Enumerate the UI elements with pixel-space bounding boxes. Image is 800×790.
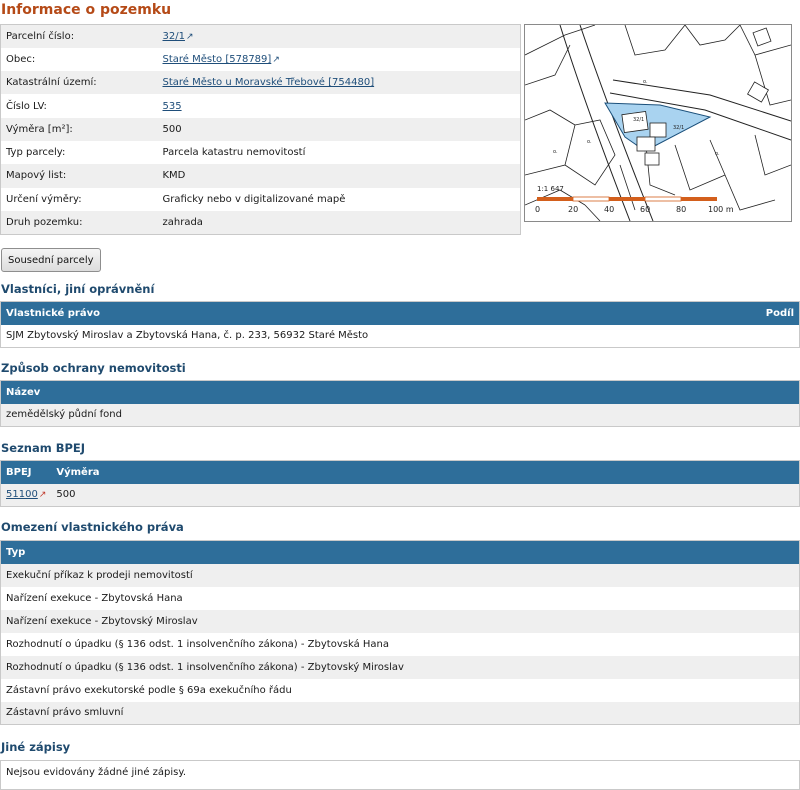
map-tick-label: 80 [676, 205, 687, 214]
info-label: Mapový list: [1, 164, 158, 187]
info-row-map-sheet [1, 164, 521, 187]
restrictions-table [0, 540, 800, 725]
info-row-municipality [1, 48, 521, 71]
info-row-land-type [1, 211, 521, 234]
restriction-cell: Zástavní právo smluvní [1, 702, 800, 725]
restriction-cell: Exekuční příkaz k prodeji nemovitostí [1, 564, 800, 587]
col-ownership-right: Vlastnické právo [1, 302, 584, 325]
cadastral-area-link[interactable]: Staré Město u Moravské Třebové [754480] [162, 77, 375, 89]
restriction-cell: Nařízení exekuce - Zbytovská Hana [1, 587, 800, 610]
info-row-cadastral-area [1, 71, 521, 94]
info-value: 500 [158, 118, 521, 141]
info-label: Katastrální území: [1, 71, 158, 94]
info-row-lv-number [1, 94, 521, 117]
info-label: Výměra [m²]: [1, 118, 158, 141]
svg-text:32/1: 32/1 [673, 125, 685, 131]
table-row [1, 702, 800, 725]
info-label: Obec: [1, 48, 158, 71]
other-entries-text: Nejsou evidovány žádné jiné zápisy. [6, 767, 187, 778]
info-label: Určení výměry: [1, 188, 158, 211]
external-link-icon[interactable]: ↗ [38, 490, 47, 501]
map-tick-label: 40 [604, 205, 615, 214]
info-value: zahrada [158, 211, 521, 234]
table-row [1, 404, 800, 427]
bpej-heading: Seznam BPEJ [1, 441, 86, 455]
col-type: Typ [1, 541, 800, 564]
table-row [1, 633, 800, 656]
lv-number-link[interactable]: 535 [162, 100, 182, 112]
col-bpej: BPEJ [1, 461, 52, 484]
info-label: Typ parcely: [1, 141, 158, 164]
bpej-table [0, 460, 800, 507]
table-row [1, 325, 800, 348]
svg-text:32/1: 32/1 [633, 117, 645, 123]
map-tick-label: 100 m [708, 205, 734, 214]
other-entries-box [0, 760, 800, 790]
neighbor-parcels-button[interactable]: Sousední parcely [1, 248, 101, 272]
info-row-parcel-type [1, 141, 521, 164]
owners-table [0, 301, 800, 348]
parcel-info-table [0, 24, 521, 235]
restriction-cell: Zástavní právo exekutorské podle § 69a exekučního řádu [1, 679, 800, 702]
info-label: Číslo LV: [1, 94, 158, 117]
cadastral-map-preview[interactable] [524, 24, 792, 222]
municipality-link[interactable]: Staré Město [578789] [162, 53, 272, 65]
page-title: Informace o pozemku [1, 2, 172, 18]
owners-heading: Vlastníci, jiní oprávnění [1, 282, 155, 296]
info-label: Parcelní číslo: [1, 25, 158, 48]
info-row-area-method [1, 188, 521, 211]
protection-cell: zemědělský půdní fond [1, 404, 800, 427]
info-row-parcel-number [1, 25, 521, 48]
restrictions-heading: Omezení vlastnického práva [1, 520, 184, 534]
restriction-cell: Rozhodnutí o úpadku (§ 136 odst. 1 insolvenčního zákona) - Zbytovská Hana [1, 633, 800, 656]
bpej-code-link[interactable]: 51100 [6, 489, 38, 501]
other-heading: Jiné zápisy [1, 740, 71, 754]
col-area: Výměra [51, 461, 799, 484]
col-share: Podíl [583, 302, 799, 325]
svg-text:o.: o. [587, 139, 592, 145]
info-value: KMD [158, 164, 521, 187]
restriction-cell: Nařízení exekuce - Zbytovský Miroslav [1, 610, 800, 633]
bpej-area-cell: 500 [51, 484, 799, 507]
table-row [1, 679, 800, 702]
info-value: Parcela katastru nemovitostí [158, 141, 521, 164]
table-row [1, 587, 800, 610]
parcel-number-link[interactable]: 32/1 [162, 30, 185, 42]
restriction-cell: Rozhodnutí o úpadku (§ 136 odst. 1 insolvenčního zákona) - Zbytovský Miroslav [1, 656, 800, 679]
protection-table [0, 380, 800, 427]
svg-text:o.: o. [643, 79, 648, 85]
info-label: Druh pozemku: [1, 211, 158, 234]
map-tick-label: 20 [568, 205, 579, 214]
map-canvas [525, 25, 791, 221]
table-row [1, 564, 800, 587]
table-row [1, 656, 800, 679]
table-row [1, 484, 800, 507]
map-tick-label: 0 [535, 205, 541, 214]
svg-text:o.: o. [715, 151, 720, 157]
map-tick-label: 60 [640, 205, 651, 214]
info-row-area [1, 118, 521, 141]
col-name: Název [1, 381, 800, 404]
protection-heading: Způsob ochrany nemovitosti [1, 361, 186, 375]
table-row [1, 610, 800, 633]
svg-text:o.: o. [553, 149, 558, 155]
map-scale-text: 1:1 647 [537, 185, 564, 193]
external-link-icon[interactable]: ↗ [185, 31, 194, 42]
owner-cell: SJM Zbytovský Miroslav a Zbytovská Hana, č. p. 233, 56932 Staré Město [1, 325, 800, 348]
external-link-icon[interactable]: ↗ [272, 54, 280, 65]
info-value: Graficky nebo v digitalizované mapě [158, 188, 521, 211]
